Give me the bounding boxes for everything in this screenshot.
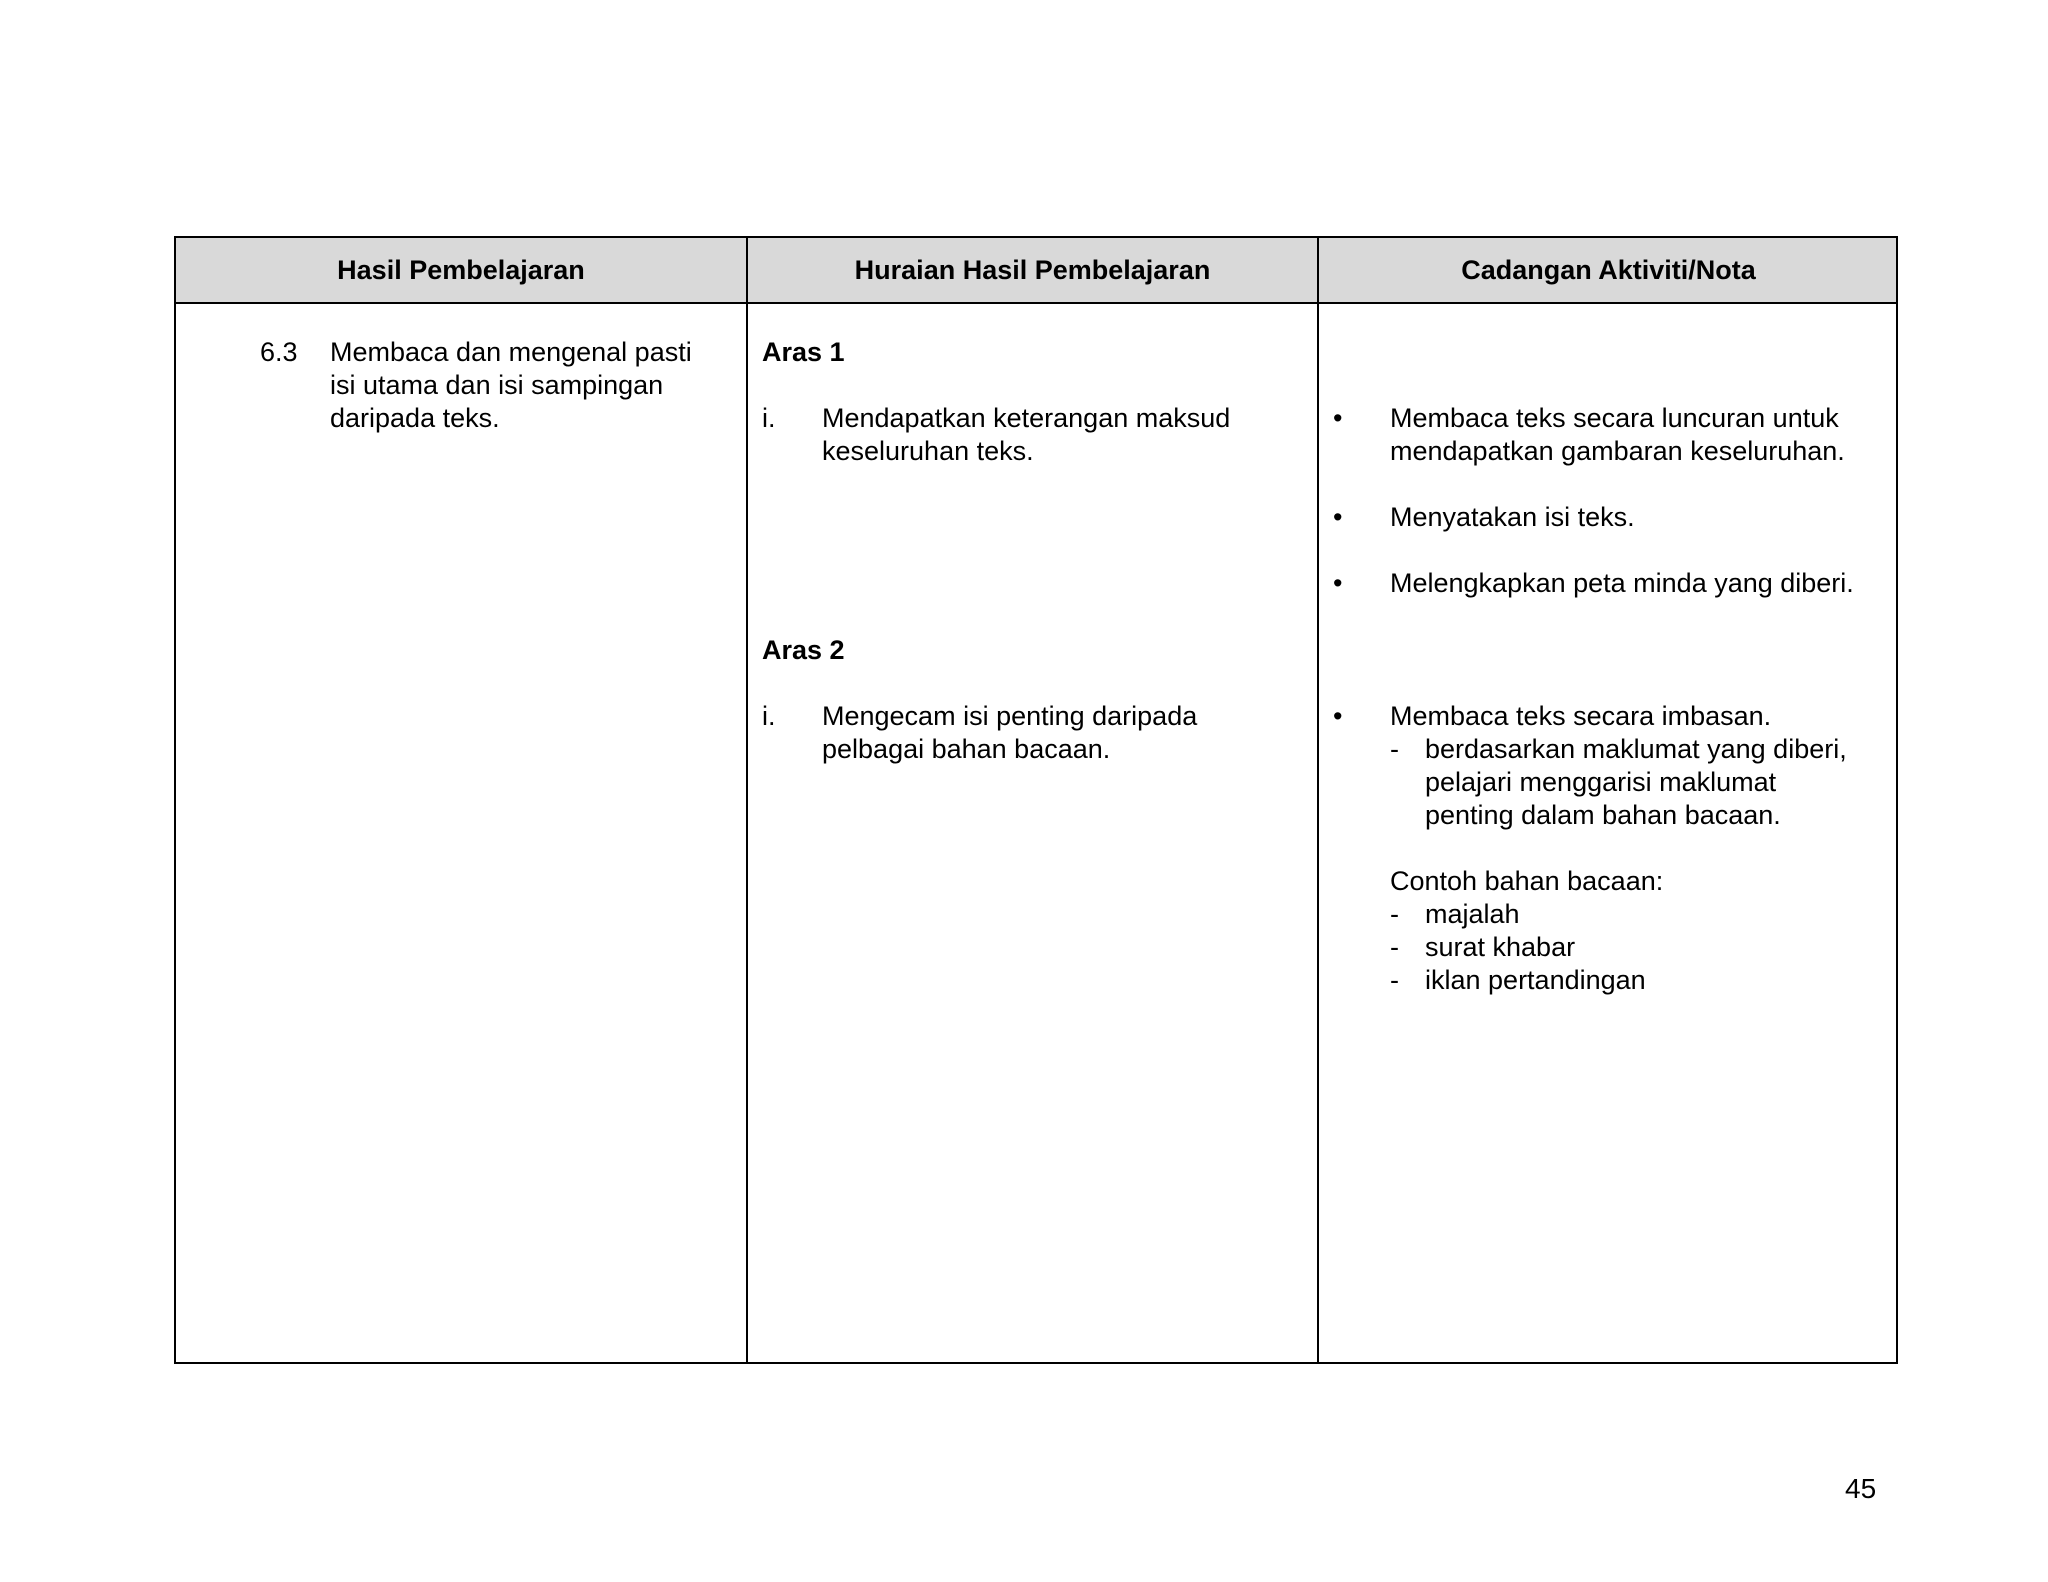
header-huraian-hasil-pembelajaran: Huraian Hasil Pembelajaran [854,255,1211,285]
example-item: surat khabar [1425,932,1576,962]
activity-sub-line: penting dalam bahan bacaan. [1425,800,1781,830]
bullet-icon: • [1333,701,1343,731]
column-divider [746,238,748,1362]
page-number: 45 [1845,1473,1877,1504]
activity-line: Melengkapkan peta minda yang diberi. [1390,568,1854,598]
example-item: iklan pertandingan [1425,965,1646,995]
activity-sub-line: pelajari menggarisi maklumat [1425,767,1777,797]
outcome-line: isi utama dan isi sampingan [330,370,664,400]
header-hasil-pembelajaran: Hasil Pembelajaran [337,255,585,285]
dash-icon: - [1390,932,1399,962]
activity-line: mendapatkan gambaran keseluruhan. [1390,436,1845,466]
level-title: Aras 1 [762,337,845,367]
level-item-line: Mengecam isi penting daripada [822,701,1198,731]
bullet-icon: • [1333,502,1343,532]
dash-icon: - [1390,899,1399,929]
table-header-row [176,238,1896,304]
bullet-icon: • [1333,568,1343,598]
outcome-line: daripada teks. [330,403,500,433]
activity-line: Menyatakan isi teks. [1390,502,1635,532]
level-title: Aras 2 [762,635,845,665]
dash-icon: - [1390,734,1399,764]
column-divider [1317,238,1319,1362]
activity-sub-line: berdasarkan maklumat yang diberi, [1425,734,1847,764]
bullet-icon: • [1333,403,1343,433]
level-item-marker: i. [762,701,776,731]
level-item-line: pelbagai bahan bacaan. [822,734,1111,764]
activity-line: Membaca teks secara imbasan. [1390,701,1772,731]
examples-title: Contoh bahan bacaan: [1390,866,1664,896]
outcome-number: 6.3 [260,337,298,367]
activity-line: Membaca teks secara luncuran untuk [1390,403,1839,433]
header-cadangan-aktiviti: Cadangan Aktiviti/Nota [1461,255,1756,285]
dash-icon: - [1390,965,1399,995]
example-item: majalah [1425,899,1520,929]
level-item-line: Mendapatkan keterangan maksud [822,403,1231,433]
level-item-marker: i. [762,403,776,433]
level-item-line: keseluruhan teks. [822,436,1034,466]
outcome-line: Membaca dan mengenal pasti [330,337,692,367]
syllabus-table [174,236,1898,1364]
